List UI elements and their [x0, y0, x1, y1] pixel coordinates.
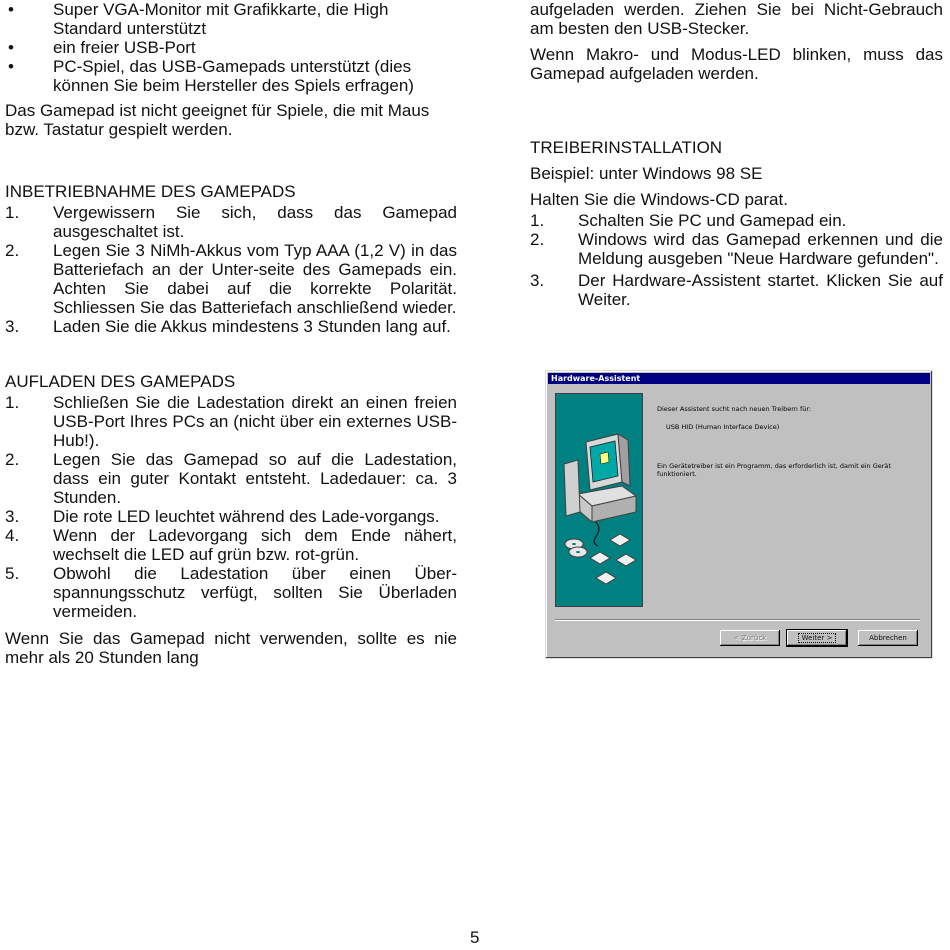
list-item: 1. Vergewissern Sie sich, dass das Gamepad ausgeschaltet ist.: [5, 203, 457, 241]
led-note: Wenn Makro- und Modus-LED blinken, muss das Gamepad aufgeladen werden.: [530, 45, 943, 83]
compatibility-note: Das Gamepad ist nicht geeignet für Spiele, die mit Maus bzw. Tastatur gespielt werden.: [5, 101, 430, 139]
hardware-wizard-dialog: [545, 370, 933, 659]
setup-heading: INBETRIEBNAHME DES GAMEPADS: [5, 182, 296, 201]
driver-steps: [530, 211, 943, 309]
list-item: 4. Wenn der Ladevorgang sich dem Ende nähert, wechselt die LED auf grün bzw. rot-grün.: [5, 526, 457, 564]
charging-heading: AUFLADEN DES GAMEPADS: [5, 372, 236, 391]
list-item: 2. Legen Sie 3 NiMh-Akkus vom Typ AAA (1,2 V) in das Batteriefach an der Unter-seite des Gamepads ein. Achten Sie dabei auf die korrekte Polarität. Schliessen Sie das Batteriefach anschließend wieder.: [5, 241, 457, 317]
driver-example: Beispiel: unter Windows 98 SE: [530, 164, 763, 183]
back-button[interactable]: < Zurück: [720, 630, 780, 646]
continuation-text: aufgeladen werden. Ziehen Sie bei Nicht-Gebrauch am besten den USB-Stecker.: [530, 0, 943, 38]
list-item: • Super VGA-Monitor mit Grafikkarte, die High Standard unterstützt: [8, 0, 389, 38]
driver-heading: TREIBERINSTALLATION: [530, 138, 723, 157]
list-item: • ein freier USB-Port: [8, 38, 196, 57]
list-item: 2. Windows wird das Gamepad erkennen und die Meldung ausgeben "Neue Hardware gefunden".: [530, 230, 943, 268]
list-item: 5. Obwohl die Ladestation über einen Über-spannungsschutz verfügt, sollten Sie Überladen vermeiden.: [5, 564, 457, 621]
detected-device-text: USB HID (Human Interface Device): [666, 423, 780, 431]
list-item: 1. Schließen Sie die Ladestation direkt an einen freien USB-Port Ihres PCs an (nicht über ein externes USB-Hub!).: [5, 393, 457, 450]
wizard-intro-text: Dieser Assistent sucht nach neuen Treibern für:: [657, 405, 812, 413]
list-item: 2. Legen Sie das Gamepad so auf die Ladestation, dass ein guter Kontakt entsteht. Ladedauer: ca. 3 Stunden.: [5, 450, 457, 507]
list-item: 3. Die rote LED leuchtet während des Lade-vorgangs.: [5, 507, 440, 526]
list-item: 3. Der Hardware-Assistent startet. Klicken Sie auf Weiter.: [530, 271, 943, 309]
list-item: 1. Schalten Sie PC und Gamepad ein.: [530, 211, 847, 230]
storage-note: Wenn Sie das Gamepad nicht verwenden, sollte es nie mehr als 20 Stunden lang: [5, 629, 457, 667]
next-button[interactable]: Weiter >: [787, 630, 847, 646]
list-item: • PC-Spiel, das USB-Gamepads unterstützt (dies können Sie beim Hersteller des Spiels erfragen): [8, 57, 414, 95]
requirements-list: [5, 0, 457, 95]
driver-explanation-text: Ein Gerätetreiber ist ein Programm, das erforderlich ist, damit ein Gerät funktioniert.: [657, 462, 891, 478]
left-column: [5, 0, 457, 674]
right-column: [530, 0, 943, 309]
wizard-illustration: [555, 393, 643, 607]
page-number: 5: [470, 928, 480, 947]
dialog-separator: [555, 619, 920, 621]
charging-steps: [5, 393, 457, 621]
dialog-title: Hardware-Assistent: [548, 373, 930, 384]
setup-steps: [5, 203, 457, 336]
driver-prep: Halten Sie die Windows-CD parat.: [530, 190, 788, 209]
cancel-button[interactable]: Abbrechen: [858, 630, 918, 646]
list-item: 3. Laden Sie die Akkus mindestens 3 Stunden lang auf.: [5, 317, 451, 336]
computer-icon: [556, 394, 642, 606]
